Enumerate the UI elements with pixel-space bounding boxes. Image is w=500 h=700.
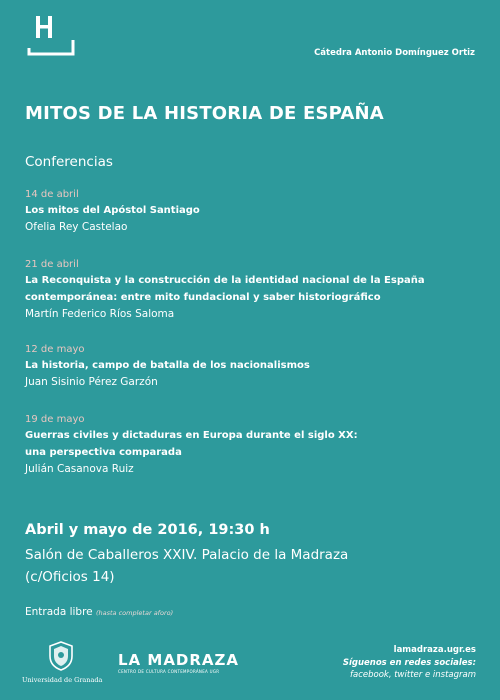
lecture-date: 19 de mayo (25, 414, 85, 425)
social-info (343, 644, 476, 682)
lecture-item (25, 343, 480, 390)
lecture-item (25, 258, 480, 322)
lecture-title-line: La Reconquista y la construcción de la identidad nacional de la España (25, 275, 425, 286)
entrada-info (25, 606, 173, 618)
catedra-name: Cátedra Antonio Domínguez Ortiz (314, 48, 475, 58)
lecture-date: 14 de abril (25, 189, 79, 200)
venue-line: Salón de Caballeros XXIV. Palacio de la Madraza (25, 547, 349, 563)
lecture-item (25, 413, 480, 477)
madraza-logo-text: LA MADRAZA (118, 651, 240, 669)
crest-icon (48, 641, 74, 671)
event-date-time: Abril y mayo de 2016, 19:30 h (25, 522, 270, 538)
lecture-date: 21 de abril (25, 259, 79, 270)
lecture-speaker: Martín Federico Ríos Saloma (25, 308, 175, 320)
lecture-title (25, 272, 480, 306)
madraza-h-logo-icon (27, 14, 75, 58)
lecture-speaker: Juan Sisinio Pérez Garzón (25, 376, 158, 388)
lecture-speaker: Ofelia Rey Castelao (25, 221, 128, 233)
lecture-title-line: una perspectiva comparada (25, 447, 182, 458)
page-title: MITOS DE LA HISTORIA DE ESPAÑA (25, 103, 384, 124)
lecture-title (25, 427, 480, 461)
lecture-title-line: contemporánea: entre mito fundacional y saber historiográfico (25, 292, 381, 303)
social-networks: facebook, twitter e instagram (350, 670, 476, 680)
ugr-name: Universidad de Granada (22, 676, 103, 684)
lecture-title-line: Guerras civiles y dictaduras en Europa durante el siglo XX: (25, 430, 358, 441)
venue-address: (c/Oficios 14) (25, 569, 115, 585)
lecture-title: Los mitos del Apóstol Santiago (25, 205, 200, 216)
website-link[interactable]: lamadraza.ugr.es (393, 645, 476, 655)
madraza-subtitle: CENTRO DE CULTURA CONTEMPORÁNEA UGR (118, 669, 220, 674)
lecture-item (25, 188, 480, 235)
lecture-speaker: Julián Casanova Ruiz (25, 463, 134, 475)
lecture-title: La historia, campo de batalla de los nacionalismos (25, 360, 310, 371)
entrada-note: (hasta completar aforo) (95, 609, 174, 617)
section-subtitle: Conferencias (25, 154, 113, 170)
lecture-date: 12 de mayo (25, 344, 85, 355)
event-venue (25, 544, 348, 588)
entrada-label: Entrada libre (25, 606, 93, 618)
follow-label: Síguenos en redes sociales: (342, 657, 476, 668)
